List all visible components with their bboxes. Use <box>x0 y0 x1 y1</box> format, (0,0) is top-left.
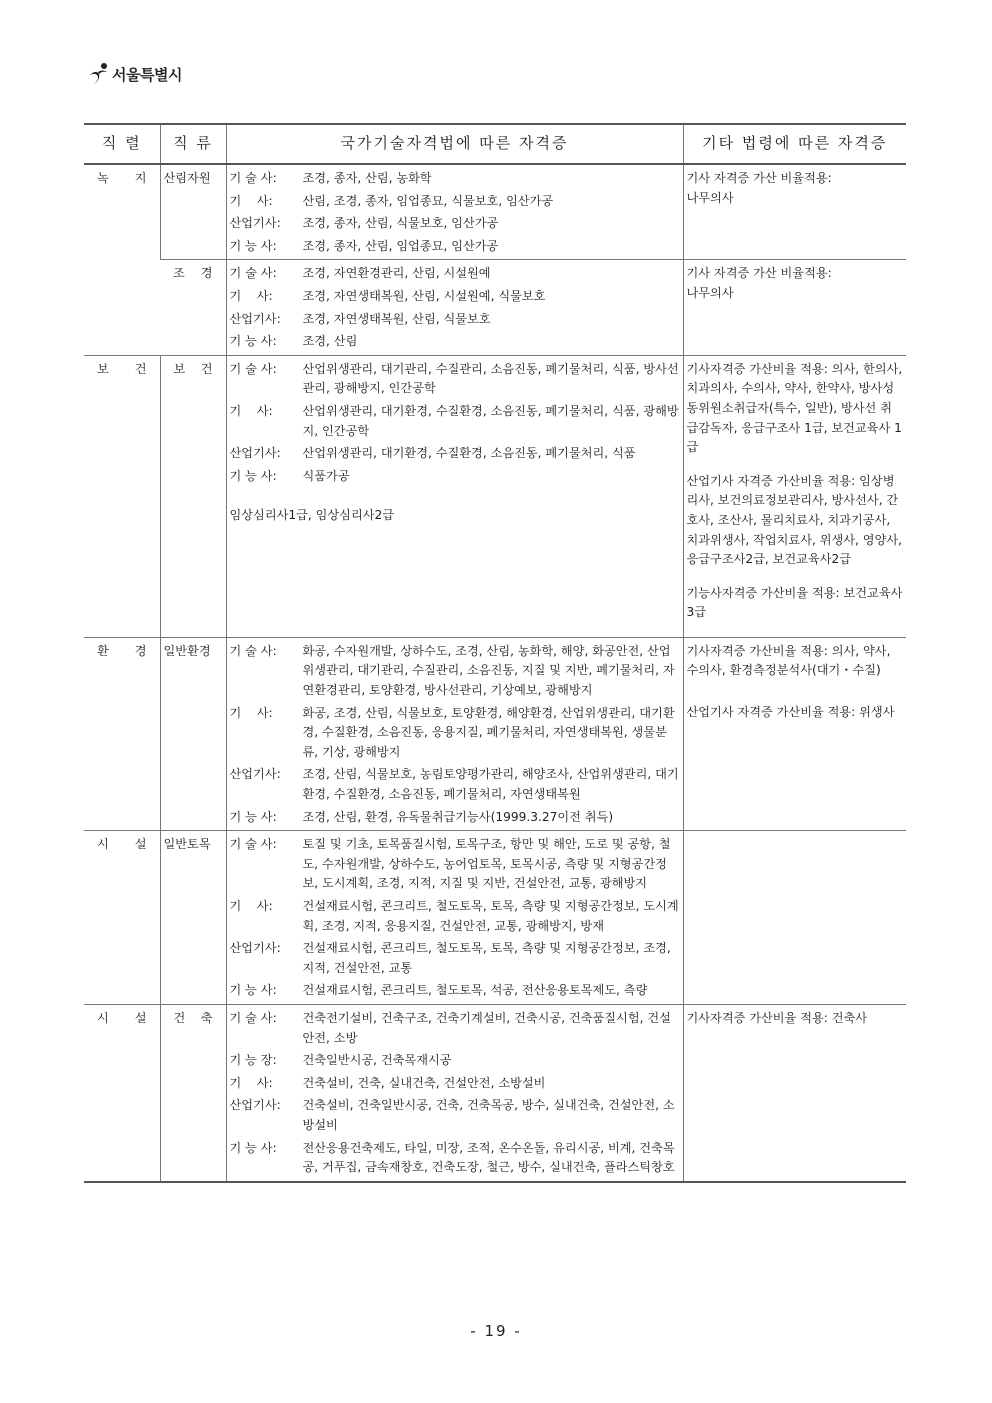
qual-line <box>230 642 680 701</box>
qual-grade: 기 술 사: <box>229 266 277 281</box>
table-row <box>84 637 906 830</box>
series-cell <box>84 164 160 355</box>
national-quals-cell <box>226 637 683 830</box>
qual-line <box>230 1051 680 1071</box>
qual-grade: 산업기사: <box>229 311 281 326</box>
qual-fields: 건축설비, 건축, 실내건축, 건설안전, 소방설비 <box>302 1075 546 1090</box>
qual-grade: 기 술 사: <box>229 837 277 852</box>
qual-grade: 기 술 사: <box>229 361 277 376</box>
qual-line <box>230 835 680 894</box>
qual-grade: 기 능 사: <box>229 1140 277 1155</box>
other-qual-note: 기사 자격증 가산 비율적용: 나무의사 <box>686 171 832 205</box>
qual-grade: 산업기사: <box>229 1098 281 1113</box>
qual-grade: 기 사: <box>229 899 273 913</box>
series-label: 시 설 <box>97 837 147 852</box>
qual-line <box>230 1096 680 1135</box>
qual-fields: 조경, 종자, 산림, 농화학 <box>302 171 432 185</box>
seoul-symbol-icon <box>88 62 110 86</box>
qual-line <box>230 808 680 828</box>
qual-line <box>230 402 680 441</box>
qual-fields: 건설재료시험, 콘크리트, 철도토목, 토목, 측량 및 지형공간정보, 조경, 지적, 건설안전, 교통 <box>302 941 671 975</box>
qual-grade: 기 술 사: <box>229 171 277 185</box>
qual-line <box>230 237 680 257</box>
type-label: 보 건 <box>173 361 213 376</box>
type-label: 건 축 <box>173 1010 213 1025</box>
qual-line <box>230 1139 680 1178</box>
table-row <box>84 831 906 1005</box>
type-cell <box>160 637 226 830</box>
qual-grade: 산업기사: <box>229 941 281 956</box>
org-name: 서울특별시 <box>112 65 182 84</box>
qual-fields: 건설재료시험, 콘크리트, 철도토목, 석공, 전산응용토목제도, 측량 <box>302 983 648 998</box>
qual-fields: 건설재료시험, 콘크리트, 철도토목, 토목, 측량 및 지형공간정보, 도시계획, 조경, 지적, 응용지질, 건설안전, 교통, 광해방지, 방재 <box>302 899 679 933</box>
seoul-logo <box>88 62 182 86</box>
national-quals-cell <box>226 355 683 637</box>
type-label: 조 경 <box>173 266 213 281</box>
other-qual-note: 기사자격증 가산비율 적용: 건축사 <box>686 1010 868 1025</box>
qual-fields: 건축전기설비, 건축구조, 건축기계설비, 건축시공, 건축품질시험, 건설안전, 소방 <box>302 1010 671 1045</box>
series-label: 보 건 <box>97 361 147 376</box>
type-label: 일반환경 <box>163 643 211 658</box>
qual-fields: 식품가공 <box>302 468 350 483</box>
qual-fields: 조경, 산림 <box>302 334 358 349</box>
table-row <box>84 164 906 260</box>
type-cell <box>160 831 226 1005</box>
qual-grade: 산업기사: <box>229 216 281 231</box>
type-cell <box>160 260 226 355</box>
qual-grade: 산업기사: <box>229 767 281 782</box>
qual-fields: 화공, 조경, 산림, 식물보호, 토양환경, 해양환경, 산업위생관리, 대기환경, 수질환경, 소음진동, 응용지질, 폐기물처리, 자연생태복원, 생물분류, 기상, 광해방지 <box>302 705 675 759</box>
qual-line <box>230 1009 680 1048</box>
table-row <box>84 1004 906 1181</box>
qual-fields: 조경, 산림, 환경, 유독물취급기능사(1999.3.27이전 취득) <box>302 809 614 824</box>
qual-fields: 산림, 조경, 종자, 임업종묘, 식물보호, 임산가공 <box>302 193 554 208</box>
qual-line <box>230 704 680 763</box>
qual-grade: 기 사: <box>229 288 273 303</box>
national-quals-cell <box>226 260 683 355</box>
page-number: - 19 - <box>470 1322 522 1340</box>
qual-grade: 기 능 사: <box>229 334 277 349</box>
qual-grade: 기 능 사: <box>229 238 277 253</box>
qualification-table <box>84 123 906 1183</box>
qual-grade: 기 능 장: <box>229 1053 277 1068</box>
table-row <box>84 260 906 355</box>
qual-line <box>230 897 680 936</box>
qual-line <box>230 192 680 212</box>
qual-line <box>230 332 680 352</box>
qual-grade: 기 능 사: <box>229 468 277 483</box>
qual-grade: 기 사: <box>229 193 273 208</box>
other-qual-note: 산업기사 자격증 가산비율 적용: 위생사 <box>686 705 895 720</box>
qual-fields: 건축일반시공, 건축목재시공 <box>302 1053 452 1068</box>
qual-line <box>230 310 680 330</box>
qual-grade: 기 사: <box>229 705 273 720</box>
qual-line <box>230 264 680 284</box>
header-other-quals: 기타 법령에 따른 자격증 <box>683 124 906 164</box>
extra-quals: 임상심리사1급, 임상심리사2급 <box>229 508 395 523</box>
qual-fields: 전산응용건축제도, 타일, 미장, 조적, 온수온돌, 유리시공, 비계, 건축목공, 거푸집, 금속재창호, 건축도장, 철근, 방수, 실내건축, 플라스틱창호 <box>302 1140 675 1175</box>
qual-line <box>230 981 680 1001</box>
qual-fields: 산업위생관리, 대기환경, 수질환경, 소음진동, 폐기물처리, 식품 <box>302 446 636 461</box>
qual-grade: 산업기사: <box>229 446 281 461</box>
other-qual-note: 기사 자격증 가산 비율적용: 나무의사 <box>686 266 832 300</box>
qual-fields: 화공, 수자원개발, 상하수도, 조경, 산림, 농화학, 해양, 화공안전, 산업위생관리, 대기관리, 수질관리, 소음진동, 지질 및 지반, 폐기물처리, 자연환경관리, 토양환경, 방사선관리, 기상예보, 광해방지 <box>302 643 675 698</box>
other-qual-note: 산업기사 자격증 가산비율 적용: 임상병리사, 보건의료정보관리사, 방사선사, 간호사, 조산사, 물리치료사, 치과기공사, 치과위생사, 작업치료사, 위생사, 영양사, 응급구조사2급, 보건교육사2급 <box>686 473 902 567</box>
qual-line <box>230 939 680 978</box>
type-cell <box>160 164 226 260</box>
other-qual-note: 기사자격증 가산비율 적용: 의사, 한의사, 치과의사, 수의사, 약사, 한약사, 방사성동위원소취급자(특수, 일반), 방사선 취급감독자, 응급구조사 1급, 보건교육사 1급 <box>686 361 903 455</box>
other-quals-cell <box>683 637 906 830</box>
type-label: 산림자원 <box>163 171 211 185</box>
header-national-quals: 국가기술자격법에 따른 자격증 <box>226 124 683 164</box>
national-quals-cell <box>226 164 683 260</box>
qual-grade: 기 사: <box>229 403 273 418</box>
qual-line <box>230 1074 680 1094</box>
qual-grade: 기 능 사: <box>229 983 277 998</box>
type-cell <box>160 355 226 637</box>
qual-fields: 조경, 산림, 식물보호, 농림토양평가관리, 해양조사, 산업위생관리, 대기환경, 수질환경, 소음진동, 폐기물처리, 자연생태복원 <box>302 767 679 802</box>
qual-line <box>230 287 680 307</box>
header-series: 직 렬 <box>84 124 160 164</box>
qual-fields: 조경, 자연생태복원, 산림, 식물보호 <box>302 311 491 326</box>
qual-fields: 조경, 자연환경관리, 산림, 시설원예 <box>302 266 491 281</box>
qual-fields: 산업위생관리, 대기관리, 수질관리, 소음진동, 폐기물처리, 식품, 방사선관리, 광해방지, 인간공학 <box>302 361 679 396</box>
other-quals-cell <box>683 355 906 637</box>
qual-line <box>230 214 680 234</box>
other-quals-cell <box>683 831 906 1005</box>
series-cell <box>84 355 160 637</box>
national-quals-cell <box>226 1004 683 1181</box>
series-label: 시 설 <box>97 1010 147 1025</box>
series-cell <box>84 831 160 1005</box>
qual-line <box>230 360 680 399</box>
qual-fields: 조경, 자연생태복원, 산림, 시설원예, 식물보호 <box>302 288 546 303</box>
table-row <box>84 355 906 637</box>
qual-line <box>230 444 680 464</box>
qual-fields: 산업위생관리, 대기환경, 수질환경, 소음진동, 폐기물처리, 식품, 광해방지, 인간공학 <box>302 403 679 438</box>
other-quals-cell <box>683 1004 906 1181</box>
qual-grade: 기 술 사: <box>229 1010 277 1025</box>
qual-grade: 기 능 사: <box>229 809 277 824</box>
series-label: 환 경 <box>97 643 147 658</box>
other-quals-cell <box>683 260 906 355</box>
qual-fields: 토질 및 기초, 토목품질시험, 토목구조, 항만 및 해안, 도로 및 공항, 철도, 수자원개발, 상하수도, 농어업토목, 토목시공, 측량 및 지형공간정보, 도시계획, 조경, 지적, 지질 및 지반, 건설안전, 교통, 광해방지 <box>302 837 671 891</box>
qual-fields: 조경, 종자, 산림, 임업종묘, 임산가공 <box>302 238 499 253</box>
header-type: 직 류 <box>160 124 226 164</box>
qual-fields: 조경, 종자, 산림, 식물보호, 임산가공 <box>302 216 499 231</box>
qual-grade: 기 술 사: <box>229 643 277 658</box>
other-qual-note: 기사자격증 가산비율 적용: 의사, 약사, 수의사, 환경측정분석사(대기・수질) <box>686 643 891 678</box>
national-quals-cell <box>226 831 683 1005</box>
qual-line <box>230 467 680 487</box>
series-cell <box>84 1004 160 1181</box>
series-label: 녹 지 <box>97 171 147 185</box>
qual-grade: 기 사: <box>229 1075 273 1090</box>
type-label: 일반토목 <box>163 837 211 852</box>
other-qual-note: 기능사자격증 가산비율 적용: 보건교육사3급 <box>686 585 903 620</box>
table-header-row <box>84 124 906 164</box>
type-cell <box>160 1004 226 1181</box>
qual-line <box>230 765 680 804</box>
qual-fields: 건축설비, 건축일반시공, 건축, 건축목공, 방수, 실내건축, 건설안전, 소방설비 <box>302 1098 675 1132</box>
other-quals-cell <box>683 164 906 260</box>
qual-line <box>230 169 680 189</box>
series-cell <box>84 637 160 830</box>
